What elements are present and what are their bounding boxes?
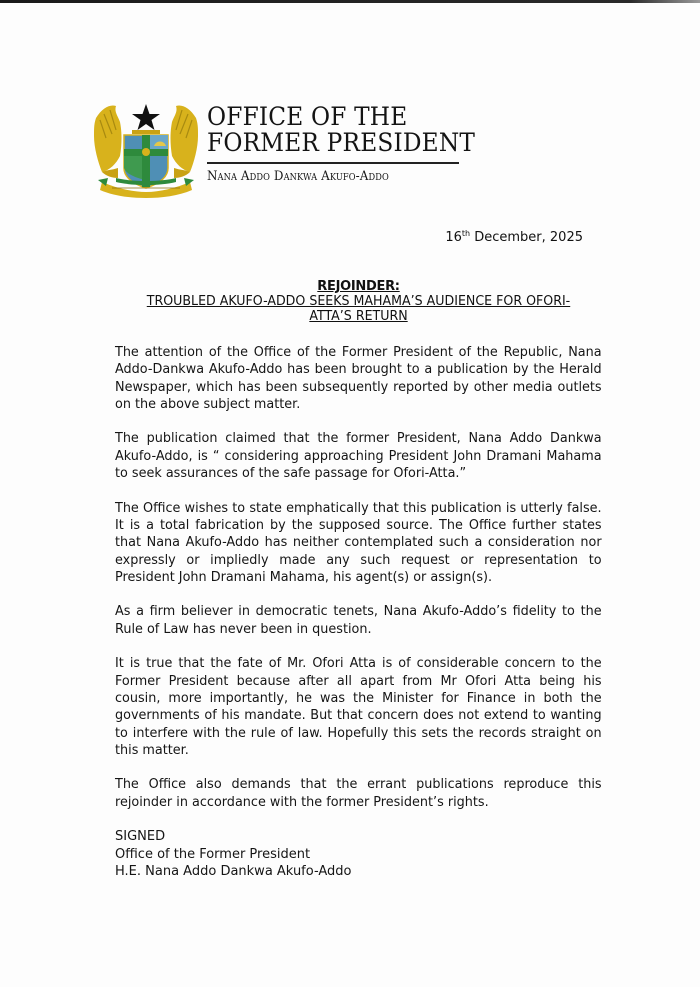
date-suffix: th [461, 229, 471, 238]
signature-block [115, 828, 602, 880]
scan-top-edge [0, 0, 700, 3]
shield-icon [124, 135, 168, 188]
body-paragraph: The Office also demands that the errant publications reproduce this rejoinder in accordance with the former President’s rights. [115, 777, 602, 810]
letter-heading [115, 279, 602, 324]
office-title [207, 104, 475, 156]
signed-label: SIGNED [115, 829, 166, 845]
left-eagle-icon [94, 106, 122, 179]
black-star-icon [132, 104, 160, 130]
letter-body [115, 344, 602, 880]
date-day: 16 [445, 230, 462, 245]
office-title-line1: OFFICE OF THE [207, 102, 408, 131]
signatory-office: Office of the Former President [115, 846, 311, 862]
office-title-line2: FORMER PRESIDENT [207, 128, 476, 157]
rejoinder-label: REJOINDER: [317, 279, 400, 294]
letter-date [445, 229, 583, 246]
body-paragraph: The Office wishes to state emphatically that this publication is utterly false. It is a total fabrication by the supposed source. The Office further states that Nana Akufo-Addo has neither contemplated such a consideration nor expressly or impliedly made any such request or representation to President John Dramani Mahama, his agent(s) or assign(s). [115, 500, 602, 585]
signatory-name: H.E. Nana Addo Dankwa Akufo-Addo [115, 863, 352, 879]
rejoinder-title: TROUBLED AKUFO-ADDO SEEKS MAHAMA’S AUDIENCE FOR OFORI-ATTA’S RETURN [146, 294, 571, 324]
date-month-year: December, 2025 [470, 230, 583, 245]
right-eagle-icon [171, 106, 199, 179]
body-paragraph: As a firm believer in democratic tenets, Nana Akufo-Addo’s fidelity to the Rule of Law has never been in question. [115, 604, 602, 637]
body-paragraph: It is true that the fate of Mr. Ofori Atta is of considerable concern to the Former President because after all apart from Mr Ofori Atta being his cousin, more importantly, he was the Minister for Finance in both the governments of his mandate. But that concern does not extend to wanting to interfere with the rule of law. Hopefully this sets the records straight on this matter. [115, 656, 602, 758]
coat-of-arms-icon [92, 98, 200, 198]
letterhead-divider [207, 162, 459, 164]
body-paragraph: The attention of the Office of the Former President of the Republic, Nana Addo-Dankwa Akufo-Addo has been brought to a publication by the Herald Newspaper, which has been subsequently reported by other media outlets on the above subject matter. [115, 345, 602, 412]
office-holder-name: Nana Addo Dankwa Akufo-Addo [207, 169, 389, 184]
body-paragraph: The publication claimed that the former President, Nana Addo Dankwa Akufo-Addo, is “ considering approaching President John Dramani Mahama to seek assurances of the safe passage for Ofori-Atta.” [115, 431, 602, 482]
